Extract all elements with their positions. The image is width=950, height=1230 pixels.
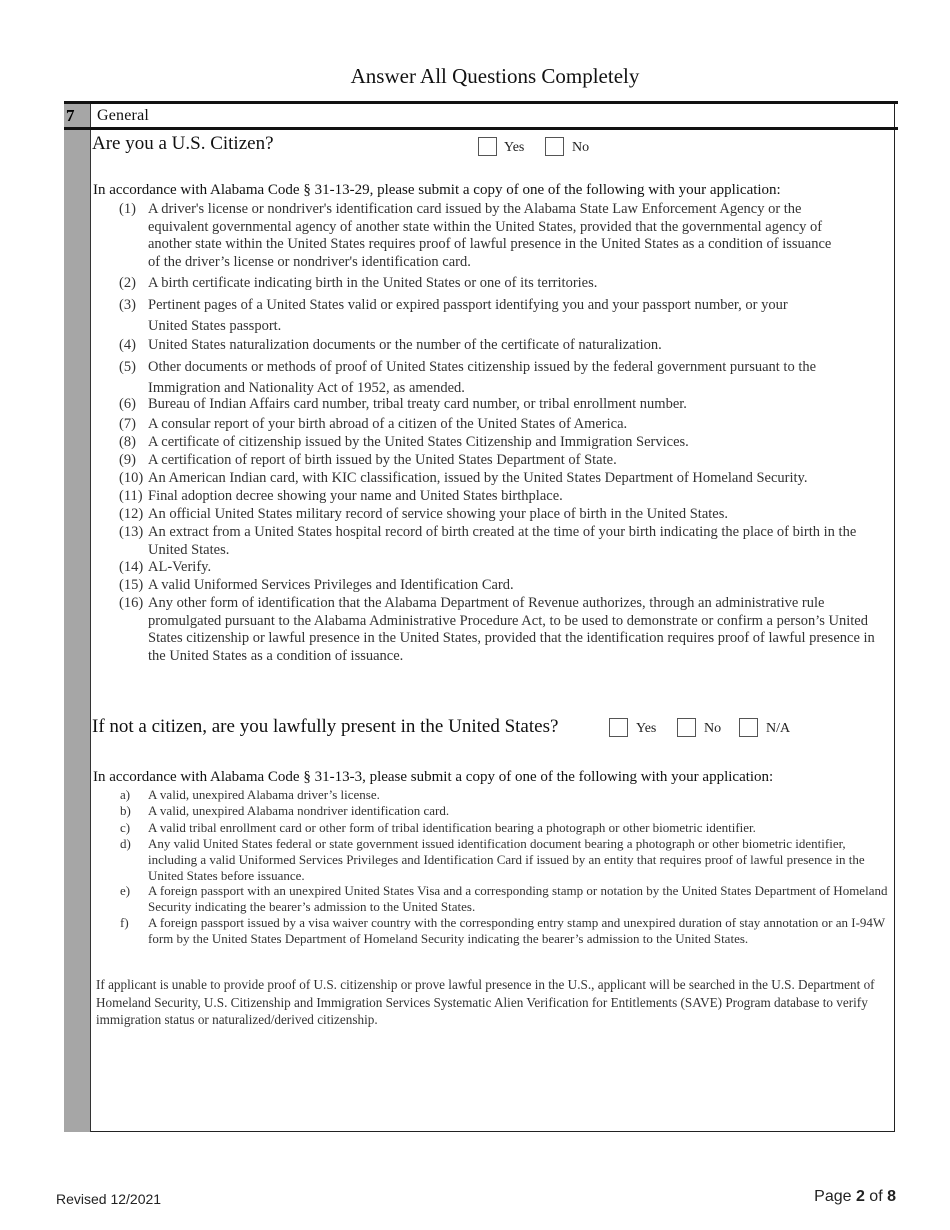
- page-total: 8: [887, 1188, 896, 1205]
- section-number: 7: [66, 106, 75, 125]
- list-item-text: A consular report of your birth abroad of a citizen of the United States of America.: [148, 416, 628, 432]
- list-item-text: Final adoption decree showing your name and United States birthplace.: [148, 488, 563, 504]
- list-item-number: (4): [119, 337, 136, 353]
- list-item-text: Any other form of identification that the Alabama Department of Revenue authorizes, through an administrative rule promulgated pursuant to the Alabama Administrative Procedure Act, to be used to demonstrate or confirm a person’s United States citizenship or lawful presence in the United States, provided that the identification requires proof of lawful presence in the United States as a condition of issuance.: [148, 595, 875, 664]
- list-item-text: A foreign passport issued by a visa waiver country with the corresponding entry stamp and unexpired duration of stay annotation or an I-94W form by the United States Department of Homeland Security indicating the bearer’s admission to the United States.: [148, 915, 885, 946]
- list-item-text: United States naturalization documents or the number of the certificate of naturalization.: [148, 337, 662, 353]
- us-citizen-no-checkbox[interactable]: [545, 137, 564, 156]
- list-item-text: A birth certificate indicating birth in the United States or one of its territories.: [148, 275, 598, 291]
- list-item-number: (11): [119, 488, 143, 504]
- lawfully-present-no-label: No: [704, 721, 722, 736]
- list-item-letter: f): [120, 915, 129, 930]
- list-item-number: (13): [119, 524, 144, 540]
- section-title: General: [97, 107, 150, 124]
- list-item-number: (12): [119, 506, 144, 522]
- list-item-number: (1): [119, 201, 136, 217]
- list-item-letter: e): [120, 883, 131, 898]
- list-item-text: A foreign passport with an unexpired United States Visa and a corresponding stamp or notation by the United States Department of Homeland Security indicating the bearer’s admission to the United States.: [148, 883, 888, 914]
- us-citizen-no-label: No: [572, 140, 590, 155]
- list-item: [119, 201, 891, 273]
- list-item-text: Any valid United States federal or state government issued identification document bearing a photograph or other biometric identifier, including a valid Uniformed Services Privileges and Identification Card if issued by an entity that requires proof of lawful presence in the United States before issuance.: [148, 836, 865, 883]
- citizenship-docs-intro: In accordance with Alabama Code § 31-13-29, please submit a copy of one of the following with your application:: [93, 182, 781, 198]
- page-number: [814, 1188, 896, 1206]
- list-item-number: (16): [119, 595, 144, 611]
- list-item-text: A certificate of citizenship issued by the United States Citizenship and Immigration Services.: [148, 434, 689, 450]
- page-current: 2: [855, 1188, 865, 1205]
- list-item-text: A valid, unexpired Alabama driver’s license.: [148, 787, 380, 802]
- lawfully-present-na-checkbox[interactable]: [739, 718, 758, 737]
- section-header-rule: [64, 127, 898, 130]
- page-heading: Answer All Questions Completely: [350, 64, 640, 88]
- save-verification-note: If applicant is unable to provide proof of U.S. citizenship or prove lawful presence in the U.S., applicant will be searched in the U.S. Department of Homeland Security, U.S. Citizenship and Immigration Services Systematic Alien Verification for Entitlements (SAVE) Program database to verify immigration status or naturalized/derived citizenship.: [96, 977, 875, 1027]
- page-prefix: Page: [814, 1188, 856, 1205]
- list-item-text: An official United States military record of service showing your place of birth in the United States.: [148, 506, 728, 522]
- list-item-number: (8): [119, 434, 136, 450]
- us-citizen-yes-label: Yes: [504, 140, 525, 155]
- lawfully-present-na-label: N/A: [766, 721, 791, 736]
- list-item-text: Other documents or methods of proof of United States citizenship issued by the federal government pursuant to the Immigration and Nationality Act of 1952, as amended.: [148, 359, 817, 396]
- list-item-text: A valid, unexpired Alabama nondriver identification card.: [148, 803, 450, 818]
- list-item-text: AL-Verify.: [148, 559, 212, 575]
- list-item-text: An extract from a United States hospital record of birth created at the time of your birth indicating the place of birth in the United States.: [148, 524, 857, 558]
- lawfully-present-yes-checkbox[interactable]: [609, 718, 628, 737]
- list-item-number: (6): [119, 396, 136, 412]
- list-item-number: (3): [119, 297, 136, 313]
- list-item-text: A certification of report of birth issued by the United States Department of State.: [148, 452, 617, 468]
- list-item-number: (9): [119, 452, 136, 468]
- list-item-text: A valid tribal enrollment card or other form of tribal identification bearing a photograph or other biometric identifier.: [148, 820, 756, 835]
- list-item-number: (5): [119, 359, 136, 375]
- section-side-bar: [64, 104, 91, 1132]
- list-item-letter: d): [120, 836, 131, 851]
- page-of: of: [864, 1188, 888, 1205]
- list-item-number: (14): [119, 559, 144, 575]
- question-lawfully-present: If not a citizen, are you lawfully present in the United States?: [92, 716, 559, 737]
- list-item-number: (7): [119, 416, 136, 432]
- list-item-text: Bureau of Indian Affairs card number, tribal treaty card number, or tribal enrollment number.: [148, 396, 687, 412]
- revised-date: Revised 12/2021: [56, 1191, 162, 1207]
- list-item-letter: c): [120, 820, 131, 835]
- list-item-text: A valid Uniformed Services Privileges and Identification Card.: [148, 577, 514, 593]
- list-item-text: Pertinent pages of a United States valid or expired passport identifying you and your passport number, or your United States passport.: [148, 297, 788, 334]
- list-item-letter: b): [120, 803, 131, 818]
- list-item-text: An American Indian card, with KIC classification, issued by the United States Department of Homeland Security.: [148, 470, 808, 486]
- question-us-citizen: Are you a U.S. Citizen?: [92, 133, 274, 154]
- us-citizen-yes-checkbox[interactable]: [478, 137, 497, 156]
- section-top-rule: [64, 101, 898, 104]
- list-item-number: (15): [119, 577, 144, 593]
- lawfully-present-no-checkbox[interactable]: [677, 718, 696, 737]
- lawful-docs-intro: In accordance with Alabama Code § 31-13-3, please submit a copy of one of the following with your application:: [93, 769, 774, 785]
- list-item-number: (10): [119, 470, 144, 486]
- list-item-number: (2): [119, 275, 136, 291]
- list-item-letter: a): [120, 787, 131, 802]
- list-item-text: A driver's license or nondriver's identification card issued by the Alabama State Law Enforcement Agency or the equivalent governmental agency of another state within the United States, provided that the governmental agency of another state within the United States requires proof of lawful presence in the United States as a condition of issuance of the driver’s license or nondriver's identification card.: [148, 201, 832, 270]
- lawfully-present-yes-label: Yes: [636, 721, 657, 736]
